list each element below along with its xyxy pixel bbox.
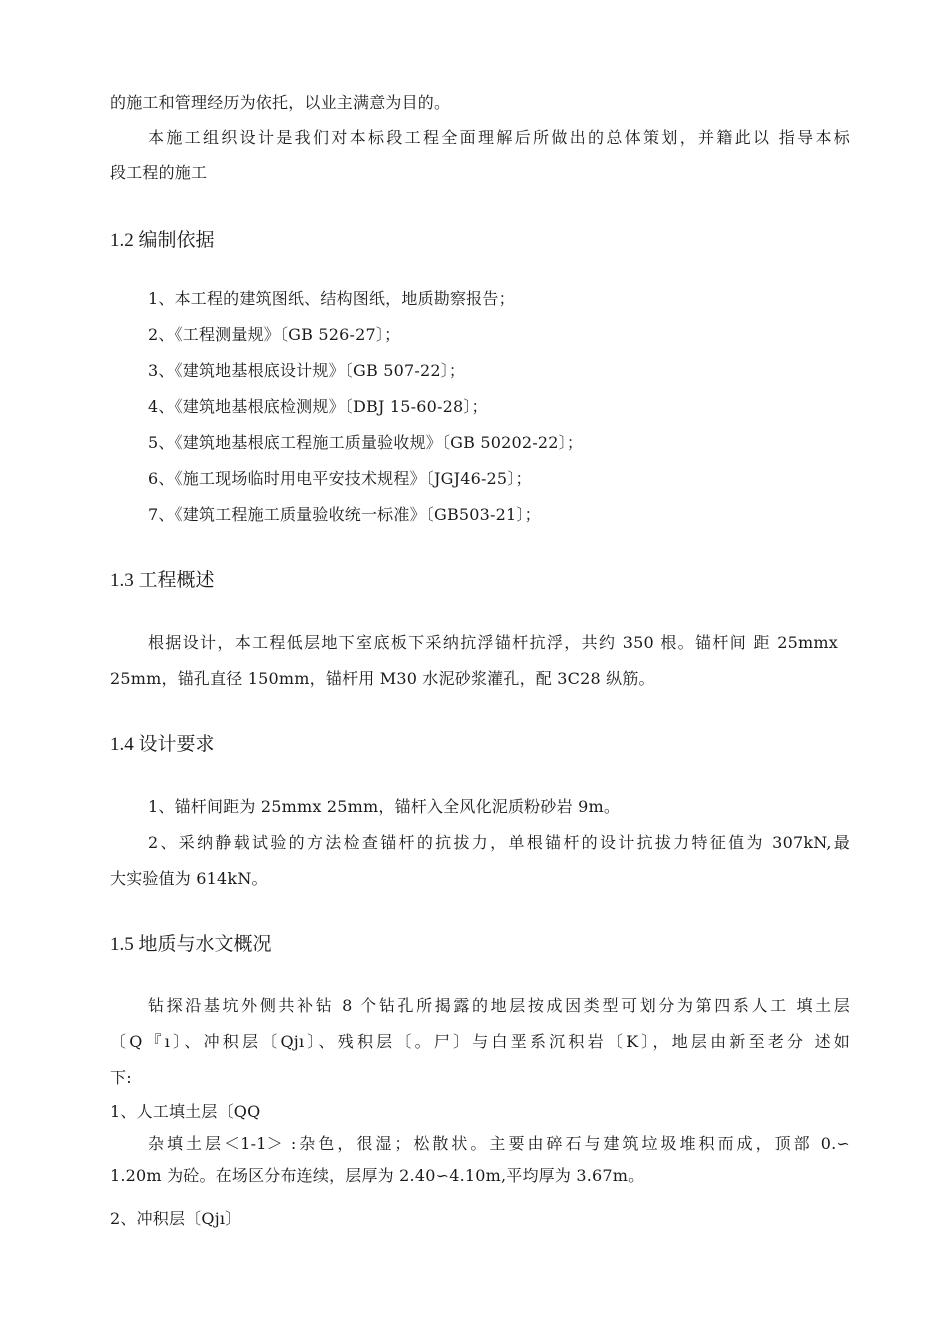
reference-item-7: 7、《建筑工程施工质量验收统一标准》〔GB503-21〕；	[148, 505, 541, 524]
overview-line-1: 根据设计，本工程低层地下室底板下采纳抗浮锚杆抗浮，共约 350 根。锚杆间 距 25mmx	[148, 633, 838, 652]
subsection-alluvial-layer: 2、冲积层〔Qjı〕	[110, 1209, 242, 1228]
requirement-line-2: 2、采纳静载试验的方法检查锚杆的抗拔力，单根锚杆的设计抗拔力特征值为 307kN,最	[148, 833, 850, 852]
geology-line-2: 〔Q『ı〕、冲积层〔Qjı〕、残积层〔。尸〕与白垩系沉积岩〔K〕，地层由新至老分 述如	[110, 1032, 850, 1051]
intro-line-1: 的施工和管理经历为依托，以业主满意为目的。	[110, 93, 451, 112]
section-heading-1-4: 1.4 设计要求	[110, 734, 215, 755]
reference-item-1: 1、本工程的建筑图纸、结构图纸，地质勘察报告；	[148, 289, 515, 308]
requirement-line-1: 1、锚杆间距为 25mmx 25mm，锚杆入全风化泥质粉砂岩 9m。	[148, 797, 621, 816]
overview-line-2: 25mm，锚孔直径 150mm，锚杆用 M30 水泥砂浆灌孔，配 3C28 纵筋。	[110, 669, 655, 688]
reference-item-4: 4、《建筑地基根底检测规》〔DBJ 15-60-28〕；	[148, 397, 488, 416]
reference-item-3: 3、《建筑地基根底设计规》〔GB 507-22〕；	[148, 361, 466, 380]
reference-item-6: 6、《施工现场临时用电平安技术规程》〔JGJ46-25〕；	[148, 469, 532, 488]
geology-line-3: 下:	[110, 1068, 132, 1087]
requirement-line-3: 大实验值为 614kN。	[110, 869, 268, 888]
section-heading-1-2: 1.2 编制依据	[110, 230, 215, 251]
geology-line-1: 钻探沿基坑外侧共补钻 8 个钻孔所揭露的地层按成因类型可划分为第四系人工 填土层	[148, 996, 850, 1015]
reference-item-2: 2、《工程测量规》〔GB 526-27〕；	[148, 325, 401, 344]
section-heading-1-3: 1.3 工程概述	[110, 570, 215, 591]
section-heading-1-5: 1.5 地质与水文概况	[110, 934, 272, 955]
fill-layer-line-1: 杂填土层＜1-1＞ :杂色，很湿；松散状。主要由碎石与建筑垃圾堆积而成，顶部 0.∽	[148, 1134, 850, 1153]
intro-line-3: 段工程的施工	[110, 163, 208, 182]
subsection-fill-layer: 1、人工填土层〔QQ	[110, 1102, 261, 1121]
intro-line-2: 本施工组织设计是我们对本标段工程全面理解后所做出的总体策划，并籍此以 指导本标	[148, 128, 850, 147]
reference-item-5: 5、《建筑地基根底工程施工质量验收规》〔GB 50202-22〕；	[148, 433, 584, 452]
fill-layer-line-2: 1.20m 为砼。在场区分布连续，层厚为 2.40∽4.10m,平均厚为 3.67m。	[110, 1166, 645, 1185]
